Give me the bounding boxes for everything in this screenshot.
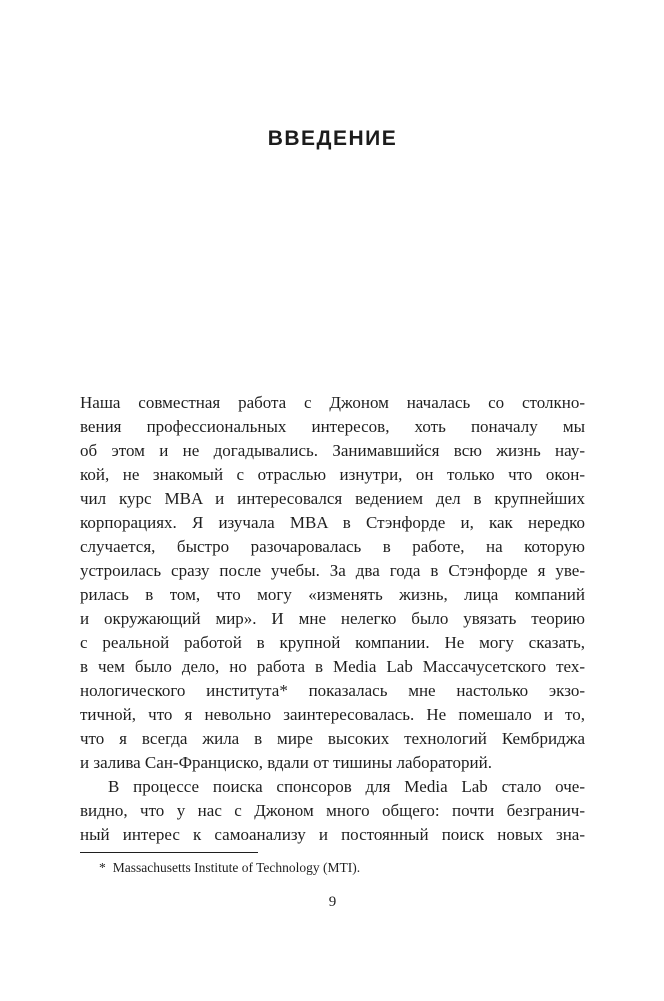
body-text [80, 391, 585, 847]
text-line: чил курс MBA и интересовался ведением дел в крупнейших [80, 489, 585, 508]
text-line: устроилась сразу после учебы. За два года в Стэнфорде я уве- [80, 561, 585, 580]
text-line: видно, что у нас с Джоном много общего: почти безгранич- [80, 801, 585, 820]
chapter-heading: ВВЕДЕНИЕ [267, 127, 398, 150]
text-line: с реальной работой в крупной компании. Не могу сказать, [80, 633, 585, 652]
text-line: корпорациях. Я изучала MBA в Стэнфорде и, как нередко [80, 513, 585, 532]
footnote-marker: * [99, 860, 106, 875]
text-line: кой, не знакомый с отраслью изнутри, он только что окон- [80, 465, 585, 484]
text-line: и окружающий мир». И мне нелегко было увязать теорию [80, 609, 585, 628]
text-line: тичной, что я невольно заинтересовалась. Не помешало и то, [80, 705, 585, 724]
text-line: что я всегда жила в мире высоких технологий Кембриджа [80, 729, 585, 748]
text-line: нологического института* показалась мне настолько экзо- [80, 681, 585, 700]
text-line: в чем было дело, но работа в Media Lab Массачусетского тех- [80, 657, 585, 676]
page-number: 9 [328, 894, 337, 910]
text-line: случается, быстро разочаровалась в работе, на которую [80, 537, 585, 556]
footnote [99, 859, 585, 876]
text-line: рилась в том, что могу «изменять жизнь, лица компаний [80, 585, 585, 604]
footnote-separator [80, 852, 258, 853]
text-line: Наша совместная работа с Джоном началась со столкно- [80, 393, 585, 412]
text-line: ный интерес к самоанализу и постоянный поиск новых зна- [80, 825, 585, 844]
text-line: В процессе поиска спонсоров для Media Lab стало оче- [108, 777, 585, 796]
text-line: и залива Сан-Франциско, вдали от тишины лабораторий. [80, 753, 492, 772]
text-line: вения профессиональных интересов, хоть поначалу мы [80, 417, 585, 436]
footnote-text: Massachusetts Institute of Technology (MTI). [112, 860, 361, 875]
text-line: об этом и не догадывались. Занимавшийся всю жизнь нау- [80, 441, 585, 460]
